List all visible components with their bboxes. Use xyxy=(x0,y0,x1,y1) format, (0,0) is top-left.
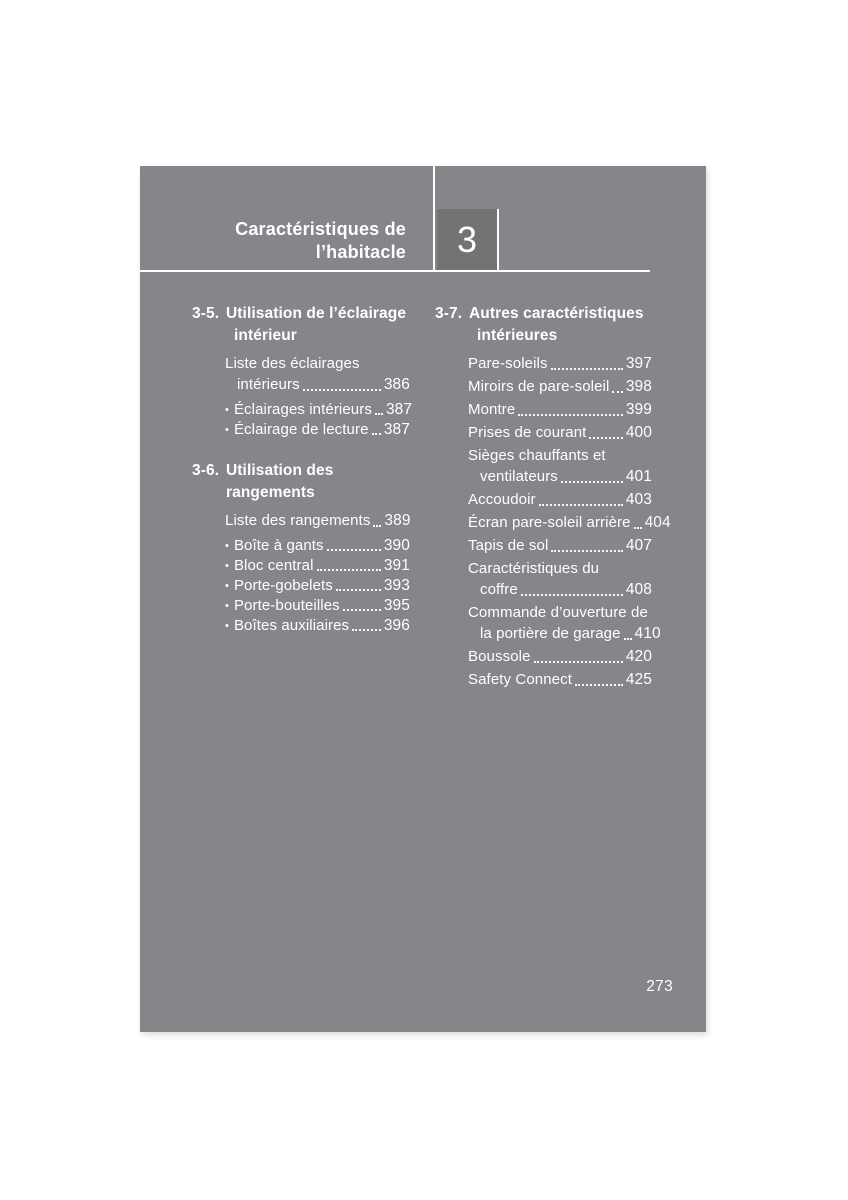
toc-section-title xyxy=(226,303,410,347)
chapter-number: 3 xyxy=(456,218,478,260)
toc-entry-line xyxy=(468,669,652,690)
toc-column-right xyxy=(435,303,671,690)
dot-leader xyxy=(624,638,632,640)
toc-entry xyxy=(468,512,671,533)
toc-entry xyxy=(468,399,652,420)
toc-entry-label: • Boîte à gants xyxy=(225,537,324,554)
manual-page xyxy=(140,166,706,1032)
toc-section-title-line: intérieur xyxy=(234,327,297,344)
toc-entry-line xyxy=(225,510,410,531)
toc-entry-line xyxy=(468,579,652,600)
toc-page-ref: 400 xyxy=(625,424,652,441)
dot-leader xyxy=(317,569,381,571)
dot-leader xyxy=(589,437,622,439)
dot-leader xyxy=(539,504,623,506)
dot-leader xyxy=(375,413,383,415)
toc-column-left xyxy=(192,303,413,635)
toc-entry-line xyxy=(468,376,652,397)
toc-entry-label: Miroirs de pare-soleil xyxy=(468,378,610,395)
toc-page-ref: 393 xyxy=(383,577,410,594)
page-number: 273 xyxy=(646,978,673,995)
bullet-icon: • xyxy=(225,424,229,436)
chapter-title-line1: Caractéristiques de xyxy=(235,219,406,239)
toc-entry-line xyxy=(468,353,652,374)
toc-section-id: 3-5. xyxy=(192,305,220,322)
toc-entry-line xyxy=(225,537,410,555)
toc-entry-line xyxy=(225,597,410,615)
toc-entry-line: Commande d’ouverture de xyxy=(468,604,648,621)
toc-entry-line xyxy=(225,421,410,439)
toc-entry-line xyxy=(468,646,652,667)
toc-entry-label: Écran pare-soleil arrière xyxy=(468,514,631,531)
toc-entry-list xyxy=(225,504,410,635)
toc-entry-label: • Éclairage de lecture xyxy=(225,421,369,438)
toc-entry-label: intérieurs xyxy=(237,376,300,393)
toc-entry-line xyxy=(225,374,410,395)
toc-section-heading xyxy=(435,303,652,347)
toc-section-title-line: Utilisation de l’éclairage xyxy=(226,305,407,322)
toc-section-id: 3-6. xyxy=(192,462,220,479)
toc-page-ref: 386 xyxy=(383,376,410,393)
toc-section-id: 3-7. xyxy=(435,305,463,322)
dot-leader xyxy=(612,391,622,393)
header-divider-rule xyxy=(140,270,650,272)
toc-page-ref: 398 xyxy=(625,378,652,395)
toc-entry xyxy=(225,557,410,575)
toc-entry xyxy=(225,401,413,419)
toc-entry-label: la portière de garage xyxy=(480,625,621,642)
toc-page-ref: 396 xyxy=(383,617,410,634)
toc-page-ref: 399 xyxy=(625,401,652,418)
toc-page-ref: 425 xyxy=(625,671,652,688)
toc-entry-label: • Boîtes auxiliaires xyxy=(225,617,350,634)
chapter-title xyxy=(235,218,406,264)
toc-section-title-line: intérieures xyxy=(477,327,558,344)
dot-leader xyxy=(303,389,381,391)
toc-entry xyxy=(468,422,652,443)
toc-entry-line xyxy=(468,399,652,420)
chapter-number-box xyxy=(437,209,497,270)
toc-page-ref: 403 xyxy=(625,491,652,508)
toc-entry-line xyxy=(468,422,652,443)
dot-leader xyxy=(343,609,381,611)
toc-page-ref: 408 xyxy=(625,581,652,598)
toc-page-ref: 390 xyxy=(383,537,410,554)
toc-entry-line xyxy=(225,401,413,419)
toc-page-ref: 387 xyxy=(383,421,410,438)
toc-entry-label: • Porte-gobelets xyxy=(225,577,333,594)
toc-section-heading xyxy=(192,303,410,347)
toc-page-ref: 391 xyxy=(383,557,410,574)
toc-entry-label: • Éclairages intérieurs xyxy=(225,401,372,418)
bullet-icon: • xyxy=(225,620,229,632)
bullet-icon: • xyxy=(225,600,229,612)
dot-leader xyxy=(551,550,622,552)
toc-entry xyxy=(225,617,410,635)
toc-page-ref: 387 xyxy=(385,401,413,418)
toc-entry-line xyxy=(225,617,410,635)
dot-leader xyxy=(575,684,623,686)
dot-leader xyxy=(352,629,381,631)
toc-page-ref: 401 xyxy=(625,468,652,485)
toc-entry-line: Liste des éclairages xyxy=(225,355,360,372)
dot-leader xyxy=(634,527,642,529)
toc-entry-label: coffre xyxy=(480,581,518,598)
dot-leader xyxy=(336,589,381,591)
bullet-icon: • xyxy=(225,580,229,592)
toc-entry xyxy=(225,510,410,531)
toc-entry-line xyxy=(468,512,671,533)
toc-entry-label: • Porte-bouteilles xyxy=(225,597,340,614)
toc-entry-line: Sièges chauffants et xyxy=(468,447,606,464)
toc-entry-list xyxy=(468,347,671,690)
toc-page-ref: 395 xyxy=(383,597,410,614)
toc-section xyxy=(192,460,410,635)
toc-page-ref: 410 xyxy=(634,625,661,642)
toc-section xyxy=(192,303,413,439)
toc-entry-label: Pare-soleils xyxy=(468,355,548,372)
toc-entry-line xyxy=(468,466,652,487)
toc-section-title-line: Utilisation des rangements xyxy=(226,462,334,501)
chapter-box-right-rule xyxy=(497,209,499,272)
toc-entry-label: Safety Connect xyxy=(468,671,572,688)
toc-section-title-line: Autres caractéristiques xyxy=(469,305,644,322)
bullet-icon: • xyxy=(225,560,229,572)
toc-entry xyxy=(468,353,652,374)
toc-entry xyxy=(468,376,652,397)
toc-entry xyxy=(225,537,410,555)
toc-page-ref: 389 xyxy=(384,512,411,529)
toc-entry xyxy=(468,646,652,667)
toc-entry xyxy=(225,421,410,439)
toc-entry-line xyxy=(225,577,410,595)
toc-section xyxy=(435,303,671,690)
toc-entry xyxy=(468,602,661,644)
toc-entry-label: Montre xyxy=(468,401,516,418)
toc-page-ref: 420 xyxy=(625,648,652,665)
toc-entry-line xyxy=(225,557,410,575)
toc-section-title xyxy=(469,303,652,347)
toc-entry xyxy=(468,489,652,510)
dot-leader xyxy=(518,414,623,416)
toc-entry-line xyxy=(468,489,652,510)
dot-leader xyxy=(551,368,623,370)
toc-entry-label: Boussole xyxy=(468,648,531,665)
toc-entry-label: • Bloc central xyxy=(225,557,314,574)
dot-leader xyxy=(521,594,623,596)
toc-entry-label: Accoudoir xyxy=(468,491,536,508)
dot-leader xyxy=(561,481,623,483)
toc-entry-line xyxy=(468,535,652,556)
toc-entry-label: Liste des rangements xyxy=(225,512,371,529)
toc-entry xyxy=(468,669,652,690)
toc-page-ref: 407 xyxy=(625,537,652,554)
toc-entry xyxy=(225,597,410,615)
toc-section-title xyxy=(226,460,410,504)
toc-entry-label: ventilateurs xyxy=(480,468,558,485)
toc-page-ref: 404 xyxy=(644,514,671,531)
toc-entry xyxy=(225,353,410,395)
toc-entry-list xyxy=(225,347,413,439)
chapter-title-line2: l’habitacle xyxy=(315,242,406,262)
toc-entry-label: Tapis de sol xyxy=(468,537,549,554)
bullet-icon: • xyxy=(225,404,229,416)
dot-leader xyxy=(372,433,381,435)
toc-entry xyxy=(225,577,410,595)
toc-entry-line: Caractéristiques du xyxy=(468,560,600,577)
dot-leader xyxy=(373,525,381,527)
toc-entry-line xyxy=(468,623,661,644)
toc-entry xyxy=(468,558,652,600)
dot-leader xyxy=(327,549,381,551)
bullet-icon: • xyxy=(225,540,229,552)
toc-page-ref: 397 xyxy=(625,355,652,372)
toc-entry xyxy=(468,445,652,487)
toc-entry-label: Prises de courant xyxy=(468,424,587,441)
toc-entry xyxy=(468,535,652,556)
dot-leader xyxy=(534,661,623,663)
toc-section-heading xyxy=(192,460,410,504)
header-vertical-rule xyxy=(433,166,435,271)
